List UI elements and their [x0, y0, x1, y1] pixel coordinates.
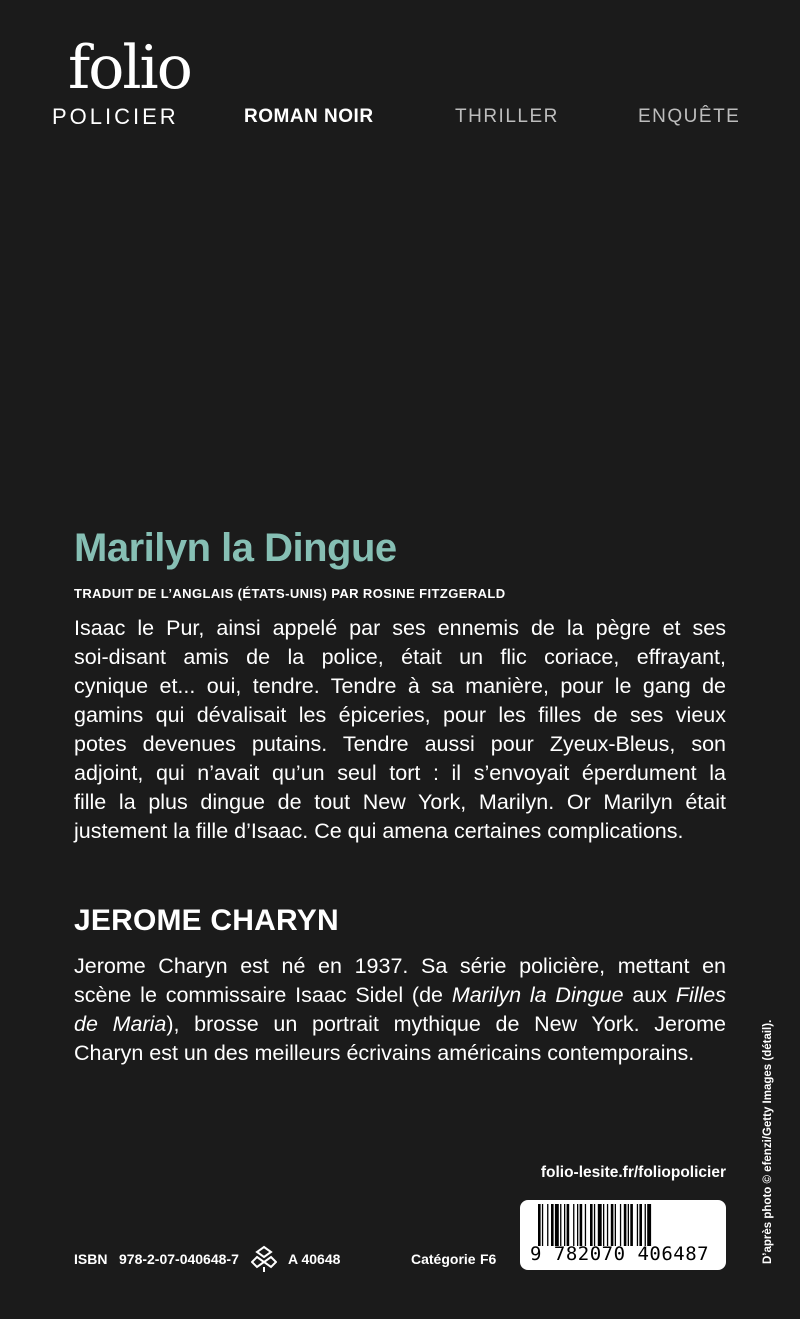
summary-line: soi-disant amis de la police, était un flic coriace, effrayant,: [74, 645, 726, 669]
summary-line: gamins qui dévalisait les épiceries, pour les filles de ses vieux: [74, 703, 726, 727]
barcode-bar: [603, 1204, 604, 1246]
folio-logo: folio: [68, 33, 191, 103]
barcode-bar: [590, 1204, 593, 1246]
barcode: [520, 1200, 726, 1270]
barcode-bar: [585, 1204, 586, 1246]
barcode-bar: [607, 1204, 608, 1246]
summary-line: potes devenues putains. Tendre aussi pour Zyeux-Bleus, son: [74, 732, 726, 756]
barcode-bar: [547, 1204, 548, 1246]
summary-line: justement la fille d’Isaac. Ce qui amena certaines complications.: [74, 819, 684, 843]
barcode-bar: [647, 1204, 651, 1246]
bio-line: Jerome Charyn est né en 1937. Sa série policière, mettant en: [74, 954, 726, 978]
category-value: F6: [480, 1251, 497, 1267]
barcode-bar: [615, 1204, 616, 1246]
barcode-bar: [611, 1204, 614, 1246]
barcode-bar: [542, 1204, 543, 1246]
summary-line: Isaac le Pur, ainsi appelé par ses ennemis de la pègre et ses: [74, 616, 726, 640]
category-enquete: ENQUÊTE: [638, 106, 741, 127]
barcode-bar: [567, 1204, 570, 1246]
isbn-number: 978-2-07-040648-7: [119, 1251, 239, 1267]
barcode-bar: [551, 1204, 554, 1246]
bio-italic-title: Filles: [675, 983, 726, 1007]
barcode-bar: [594, 1204, 595, 1246]
summary-line: fille la plus dingue de tout New York, Marilyn. Or Marilyn était: [74, 790, 726, 814]
book-code: A 40648: [288, 1251, 341, 1267]
barcode-bar: [573, 1204, 574, 1246]
barcode-bar: [620, 1204, 621, 1246]
author-bio: [74, 952, 726, 1068]
summary-line: cynique et... oui, tendre. Tendre à sa manière, pour le gang de: [74, 674, 726, 698]
bio-italic-title: Marilyn la Dingue: [451, 983, 624, 1007]
book-summary: [74, 614, 726, 846]
bio-line: Charyn est un des meilleurs écrivains américains contemporains.: [74, 1041, 695, 1065]
collection-name: POLICIER: [52, 104, 179, 129]
bio-text: aux: [623, 983, 676, 1007]
category-label: Catégorie: [411, 1251, 476, 1267]
barcode-bar: [630, 1204, 633, 1246]
barcode-bar: [598, 1204, 602, 1246]
barcode-bar: [580, 1204, 583, 1246]
book-title: Marilyn la Dingue: [74, 526, 397, 570]
summary-line: adjoint, qui n’avait qu’un seul tort : il s’envoyait éperdument la: [74, 761, 726, 785]
category-thriller: THRILLER: [455, 106, 559, 127]
barcode-bar: [624, 1204, 627, 1246]
photo-credit: D’après photo © efenzi/Getty Images (détail).: [762, 1019, 774, 1264]
bio-text: ), brosse un portrait mythique de New York. Jerome: [166, 1012, 726, 1036]
barcode-bar: [538, 1204, 541, 1246]
translator-credit: TRADUIT DE L’ANGLAIS (ÉTATS-UNIS) PAR ROSINE FITZGERALD: [74, 586, 506, 601]
category-roman-noir: ROMAN NOIR: [244, 106, 374, 127]
author-name: JEROME CHARYN: [74, 904, 339, 937]
bio-line: [74, 981, 726, 1010]
barcode-bar: [577, 1204, 578, 1246]
bio-italic-title: de Maria: [74, 1012, 167, 1036]
barcode-bar: [645, 1204, 646, 1246]
barcode-bar: [560, 1204, 561, 1246]
website-url: folio-lesite.fr/foliopolicier: [540, 1164, 726, 1181]
gallimard-icon: [251, 1245, 277, 1278]
barcode-bar: [564, 1204, 565, 1246]
barcode-bar: [555, 1204, 559, 1246]
barcode-bar: [637, 1204, 638, 1246]
bio-line: [74, 1010, 726, 1039]
barcode-bar: [639, 1204, 642, 1246]
barcode-bars: [538, 1204, 718, 1246]
barcode-number: 9 782070 406487: [530, 1243, 710, 1265]
isbn-label: ISBN: [74, 1251, 108, 1267]
bio-text: scène le commissaire Isaac Sidel (de: [74, 983, 452, 1007]
barcode-bar: [628, 1204, 629, 1246]
